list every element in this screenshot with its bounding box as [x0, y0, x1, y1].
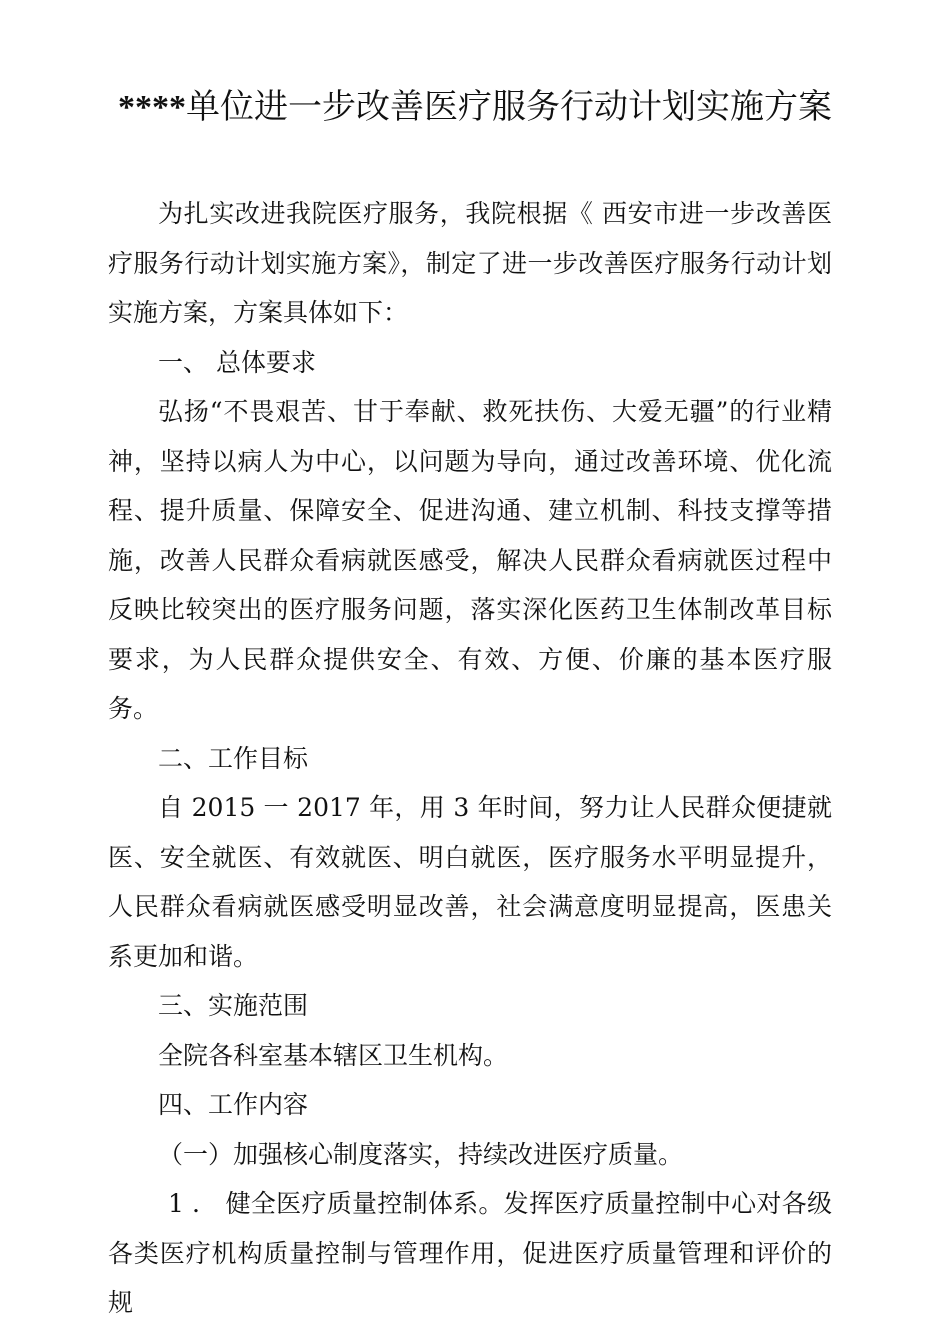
- document-body: [108, 189, 832, 1328]
- scope-paragraph: 全院各科室基本辖区卫生机构。: [158, 1040, 509, 1070]
- section-heading-work-goals: 二、工作目标: [158, 743, 309, 773]
- section-heading-scope: 三、实施范围: [158, 991, 309, 1020]
- title-stars: ****: [118, 89, 186, 126]
- title-text: 单位进一步改善医疗服务行动计划实施方案: [186, 87, 832, 127]
- subsection-heading-core-systems: （一）加强核心制度落实，持续改进医疗质量。: [158, 1139, 684, 1169]
- section-heading-overall-requirements: 一、 总体要求: [158, 347, 316, 377]
- item-paragraph-quality-control: 1 ． 健全医疗质量控制体系。发挥医疗质量控制中心对各级各类医疗机构质量控制与管理作用，促进医疗质量管理和评价的规: [108, 1189, 832, 1317]
- document-title: [108, 82, 842, 133]
- intro-paragraph: 为扎实改进我院医疗服务，我院根据《 西安市进一步改善医疗服务行动计划实施方案》，制定了进一步改善医疗服务行动计划实施方案，方案具体如下：: [108, 199, 832, 327]
- section-heading-work-content: 四、工作内容: [158, 1090, 309, 1119]
- work-goals-paragraph: 自 2015 一 2017 年，用 3 年时间，努力让人民群众便捷就医、安全就医、有效就医、明白就医，医疗服务水平明显提升，人民群众看病就医感受明显改善，社会满意度明显提高，医患关系更加和谐。: [108, 793, 832, 971]
- overall-requirements-paragraph: 弘扬“不畏艰苦、甘于奉献、救死扶伤、大爱无疆”的行业精神，坚持以病人为中心，以问题为导向，通过改善环境、优化流程、提升质量、保障安全、促进沟通、建立机制、科技支撑等措施，改善人民群众看病就医感受，解决人民群众看病就医过程中反映比较突出的医疗服务问题，落实深化医药卫生体制改革目标要求，为人民群众提供安全、有效、方便、价廉的基本医疗服务。: [108, 397, 832, 723]
